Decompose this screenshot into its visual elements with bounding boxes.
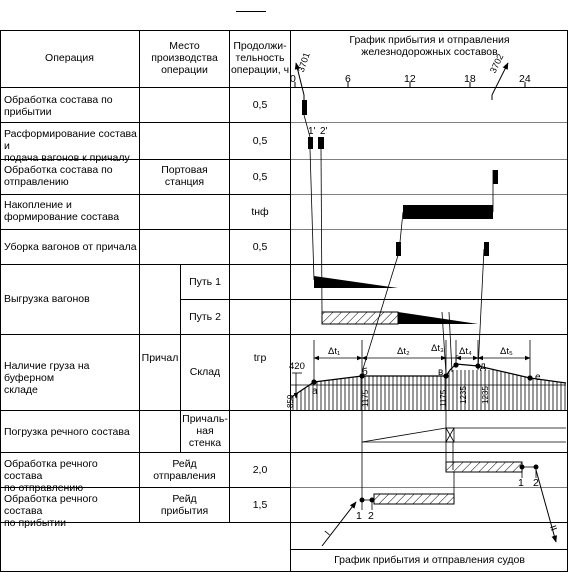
train-in-label: 3701 <box>295 51 312 74</box>
vessel-out-label: II <box>547 523 560 533</box>
delta-3: Δt₃ <box>431 343 444 354</box>
car-mark-2: 2' <box>320 126 328 137</box>
vessel-arrival-bar <box>374 494 454 504</box>
point-d: д <box>480 361 486 372</box>
tick-12: 12 <box>404 73 416 85</box>
vessel-out-arrow <box>536 470 556 542</box>
delta-5: Δt₅ <box>500 346 513 357</box>
header-operation: Операция <box>45 52 94 64</box>
rail-operation-bars <box>302 100 498 256</box>
place-warehouse: Склад <box>189 366 221 378</box>
place-arrival-roads: Рейд прибытия <box>160 493 209 517</box>
level-1235b: 1235 <box>481 386 490 404</box>
vessel-arr-mark-1: 1 <box>356 510 362 522</box>
dur-row4: tнф <box>251 206 269 218</box>
point-a: а <box>312 386 318 397</box>
place-port-station: Портовая станция <box>161 164 208 188</box>
level-850: 850 <box>286 394 295 408</box>
point-e: е <box>535 372 541 383</box>
dur-river-arr: 1,5 <box>252 499 268 511</box>
header-place: Место производства операции <box>151 40 218 76</box>
point-v: в <box>438 367 444 378</box>
header-rail-schedule: График прибытия и отправления железнодорожных составов <box>349 34 510 58</box>
op-accumulation: Накопление и формирование состава <box>4 199 120 223</box>
header-duration: Продолжи- тельность операции, ч <box>230 40 290 76</box>
delta-4: Δt₄ <box>459 346 472 357</box>
op-river-departure: Обработка речного состава по отправлению <box>4 458 98 494</box>
op-unloading: Выгрузка вагонов <box>4 293 90 305</box>
tick-0: 0 <box>290 73 296 85</box>
vessel-in-arrow <box>322 502 356 546</box>
train-out-label: 3702 <box>487 52 506 75</box>
op-river-loading: Погрузка речного состава <box>4 426 130 438</box>
tick-24: 24 <box>519 73 531 85</box>
op-arrival-processing: Обработка состава по прибытии <box>4 94 113 118</box>
point-g: г <box>455 353 459 364</box>
delta-1: Δt₁ <box>328 346 341 357</box>
op-disband: Расформирование состава и подача вагонов к причалу <box>4 128 137 164</box>
vessel-in-label: I <box>322 528 332 538</box>
op-buffer-stock: Наличие груза на буферном складе <box>4 360 90 396</box>
dur-storage: tгр <box>253 352 267 364</box>
dur-river-dep: 2,0 <box>252 464 268 476</box>
unload-track1 <box>314 276 398 288</box>
vessel-arr-mark-2: 2 <box>368 510 374 522</box>
place-track2: Путь 2 <box>189 311 221 323</box>
unload-track2-solid <box>398 312 478 324</box>
tick-6: 6 <box>345 73 351 85</box>
level-1235a: 1235 <box>459 386 468 404</box>
car-mark-1: 1' <box>308 126 316 137</box>
tick-18: 18 <box>464 73 476 85</box>
op-removal: Уборка вагонов от причала <box>4 241 137 253</box>
place-track1: Путь 1 <box>189 276 221 288</box>
dur-row3: 0,5 <box>252 171 268 183</box>
level-1175b: 1175 <box>439 389 448 407</box>
warehouse-curve <box>290 362 568 412</box>
vessel-dep-mark-2: 2 <box>533 477 539 489</box>
delta-2: Δt₂ <box>397 346 410 357</box>
dur-row1: 0,5 <box>252 99 268 111</box>
unload-track2-hatch <box>322 312 398 324</box>
level-1175a: 1175 <box>361 389 370 407</box>
vessel-dep-mark-1: 1 <box>518 477 524 489</box>
op-river-arrival: Обработка речного состава по прибытии <box>4 493 98 529</box>
dur-row2: 0,5 <box>252 135 268 147</box>
place-departure-roads: Рейд отправления <box>153 458 216 482</box>
place-berth: Причал <box>141 352 179 364</box>
vessel-departure-bar <box>446 462 522 472</box>
time-gridlines <box>290 123 568 488</box>
op-departure-processing: Обработка состава по отправлению <box>4 164 113 188</box>
footer-title: График прибытия и отправления судов <box>334 554 525 566</box>
place-berth-wall: Причаль- ная стенка <box>182 413 228 449</box>
level-420: 420 <box>289 361 305 372</box>
point-b: б <box>362 367 368 378</box>
dur-row5: 0,5 <box>252 241 268 253</box>
